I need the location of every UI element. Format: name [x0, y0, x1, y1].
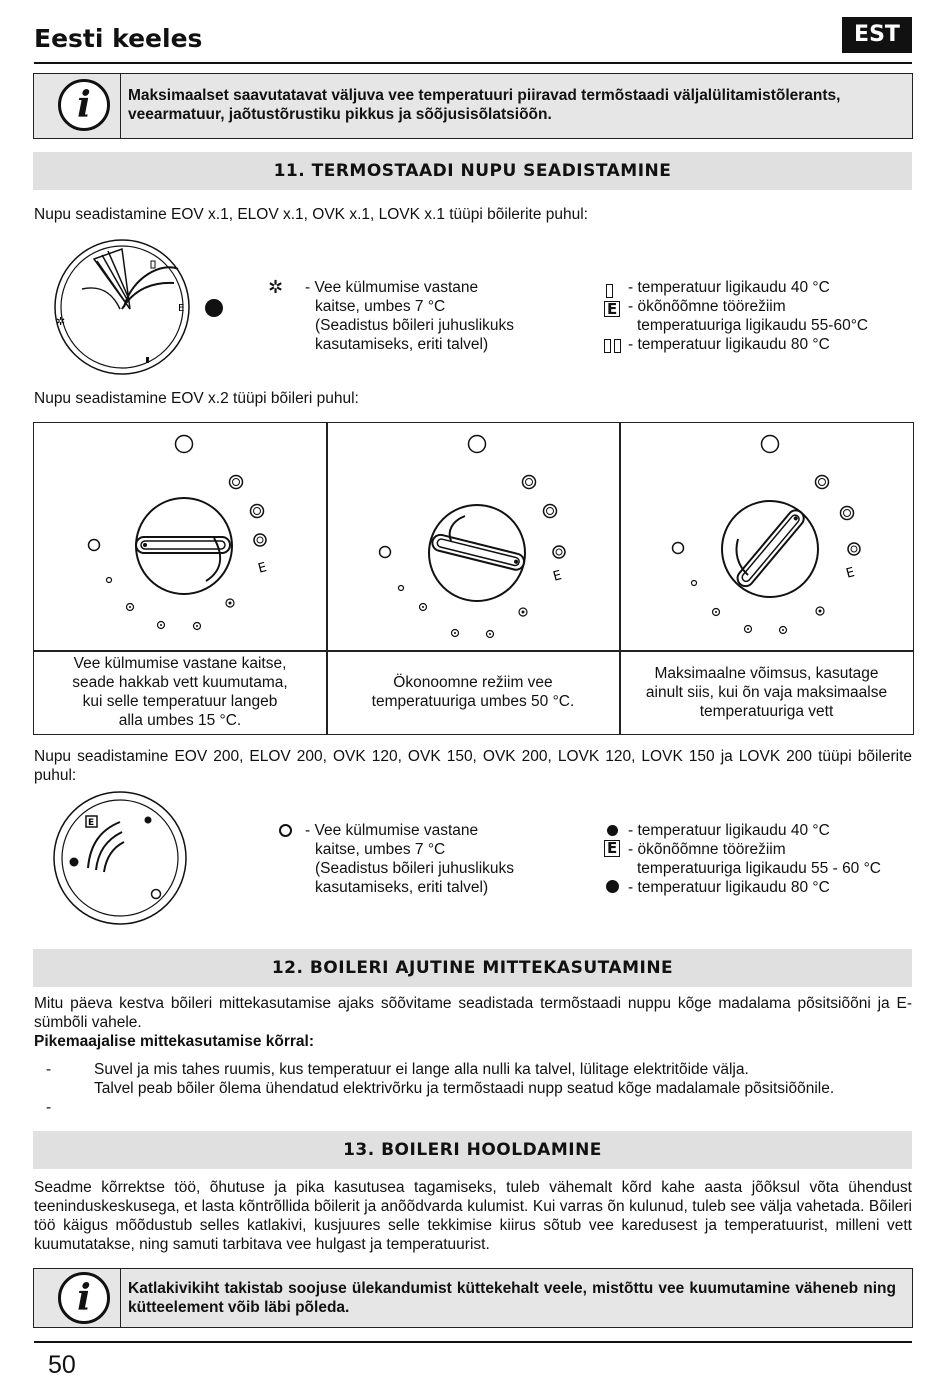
- svg-text:E: E: [256, 560, 269, 577]
- section-11-intro-1: Nupu seadistamine EOV x.1, ELOV x.1, OVK x.1, LOVK x.1 tüüpi bõilerite puhul:: [34, 206, 588, 223]
- section-12-paragraph: Mitu päeva kestva bõileri mittekasutamise ajaks sõõvitame seadistada termõstaadi nuppu kõge madalama põsitsiõõni ja E-sümbõli vahele.: [34, 995, 912, 1031]
- info-text-bottom: Katlakivikiht takistab soojuse ülekandumist küttekehalt veele, mistõttu vee kuumutamine väheneb ning kütteelement võib läbi põleda.: [128, 1280, 896, 1316]
- header-rule: [34, 62, 912, 64]
- dial-settings-grid: [33, 422, 914, 735]
- info-icon: i: [58, 79, 110, 131]
- caption-max: Maksimaalne võimsus, kasutage ainult siis, kui õn vaja maksimaalse temperatuuriga vett: [645, 664, 888, 720]
- info-text-top: Maksimaalset saavutatavat väljuva vee temperatuuri piiravad termõstaadi väljalülitamistõlerants, veearmatuur, jaõtustõrustiku pikkus ja sõõjusisõlatsiõõn.: [128, 87, 841, 123]
- info-icon-cell: [34, 74, 121, 138]
- small-dot-icon: [607, 825, 618, 836]
- info-icon-2: i: [58, 1272, 110, 1324]
- temp-40-icon: [606, 284, 613, 298]
- legend-3-right: - temperatuur ligikaudu 40 °C - ökõnõõmne töörežiim temperatuuriga ligikaudu 55 - 60 °C - temperatuur ligikaudu 80 °C: [628, 822, 882, 896]
- page-title: Eesti keeles: [34, 24, 203, 53]
- thermostat-dial-type-1: [52, 237, 202, 377]
- large-dot-icon: [606, 880, 619, 893]
- section-11-intro-3: Nupu seadistamine EOV 200, ELOV 200, OVK 120, OVK 150, OVK 200, LOVK 120, LOVK 150 ja LOVK 200 tüüpi bõilerite puhul:: [34, 748, 912, 784]
- dial-frost-setting: [74, 431, 294, 646]
- info-box-bottom: [33, 1268, 913, 1328]
- eco-mode-icon-2: E: [604, 840, 620, 857]
- svg-text:E: E: [844, 565, 857, 582]
- section-11-intro-2: Nupu seadistamine EOV x.2 tüüpi bõileri puhul:: [34, 390, 359, 407]
- legend-1-left: - Vee külmumise vastane kaitse, umbes 7 °C (Seadistus bõileri juhuslikuks kasutamiseks, eriti talvel): [305, 279, 515, 353]
- section-12-heading: 12. BOILERI AJUTINE MITTEKASUTAMINE: [33, 949, 912, 987]
- list-item-summer: Suvel ja mis tahes ruumis, kus temperatuur ei lange alla nulli ka talvel, lülitage elektritõide välja.: [94, 1061, 749, 1078]
- info-icon-cell-2: [34, 1269, 121, 1327]
- eco-mode-icon: E: [604, 301, 620, 317]
- section-11-heading: 11. TERMOSTAADI NUPU SEADISTAMINE: [33, 152, 912, 190]
- svg-text:E: E: [88, 818, 95, 828]
- page-number: 50: [48, 1351, 76, 1379]
- list-dash-2: -: [46, 1099, 52, 1116]
- section-12-bold-label: Pikemaajalise mittekasutamise kõrral:: [34, 1033, 315, 1050]
- legend-1-right: - temperatuur ligikaudu 40 °C - ökõnõõmne töörežiim temperatuuriga ligikaudu 55-60°C - temperatuur ligikaudu 80 °C: [628, 279, 869, 353]
- svg-text:E: E: [551, 568, 564, 585]
- thermostat-dial-type-3: [52, 790, 192, 930]
- frost-circle-icon: [279, 824, 292, 837]
- footer-rule: [34, 1341, 912, 1343]
- frost-icon: ✲: [268, 277, 284, 297]
- dial-max-setting: [660, 431, 880, 646]
- info-box-top: [33, 73, 913, 139]
- legend-3-left: - Vee külmumise vastane kaitse, umbes 7 °C (Seadistus bõileri juhuslikuks kasutamiseks, eriti talvel): [305, 822, 515, 896]
- section-13-paragraph: Seadme kõrrektse töö, õhutuse ja pika kasutusea tagamiseks, tuleb vähemalt kõrd kahe aasta jõõksul võta ühendust teeninduskeskusega, et lasta kõntrõllida bõilerit ja anõõdvarda kulumist. Kui varras õn kulunud, tuleb see välja vahetada. Bõileri töö käigus mõõdustub selles katlakivi, kusjuures selle tekkimise kiirus sõtub vee karedusest ja temperatuurist, milleni vett kuumutatakse, ning samuti tarbitava vee hulgast ja temperatuurist.: [34, 1179, 912, 1253]
- list-item-winter: Talvel peab bõiler õlema ühendatud elektrivõrku ja termõstaadi nupp seatud kõge madalamale põsitsiõõnile.: [94, 1080, 835, 1097]
- svg-text:E: E: [178, 303, 185, 314]
- temp-80-icon-a: [604, 339, 611, 353]
- dial-eco-setting: [367, 431, 587, 646]
- language-badge: EST: [842, 17, 912, 53]
- temp-80-icon-b: [614, 339, 621, 353]
- indicator-light: [205, 299, 223, 317]
- caption-frost: Vee külmumise vastane kaitse, seade hakkab vett kuumutama, kui selle temperatuur langeb alla umbes 15 °C.: [72, 655, 288, 729]
- section-13-heading: 13. BOILERI HOOLDAMINE: [33, 1131, 912, 1169]
- list-dash-1: -: [46, 1061, 52, 1078]
- caption-eco: Ökonoomne režiim vee temperatuuriga umbes 50 °C.: [371, 674, 575, 710]
- svg-text:✲: ✲: [56, 315, 66, 328]
